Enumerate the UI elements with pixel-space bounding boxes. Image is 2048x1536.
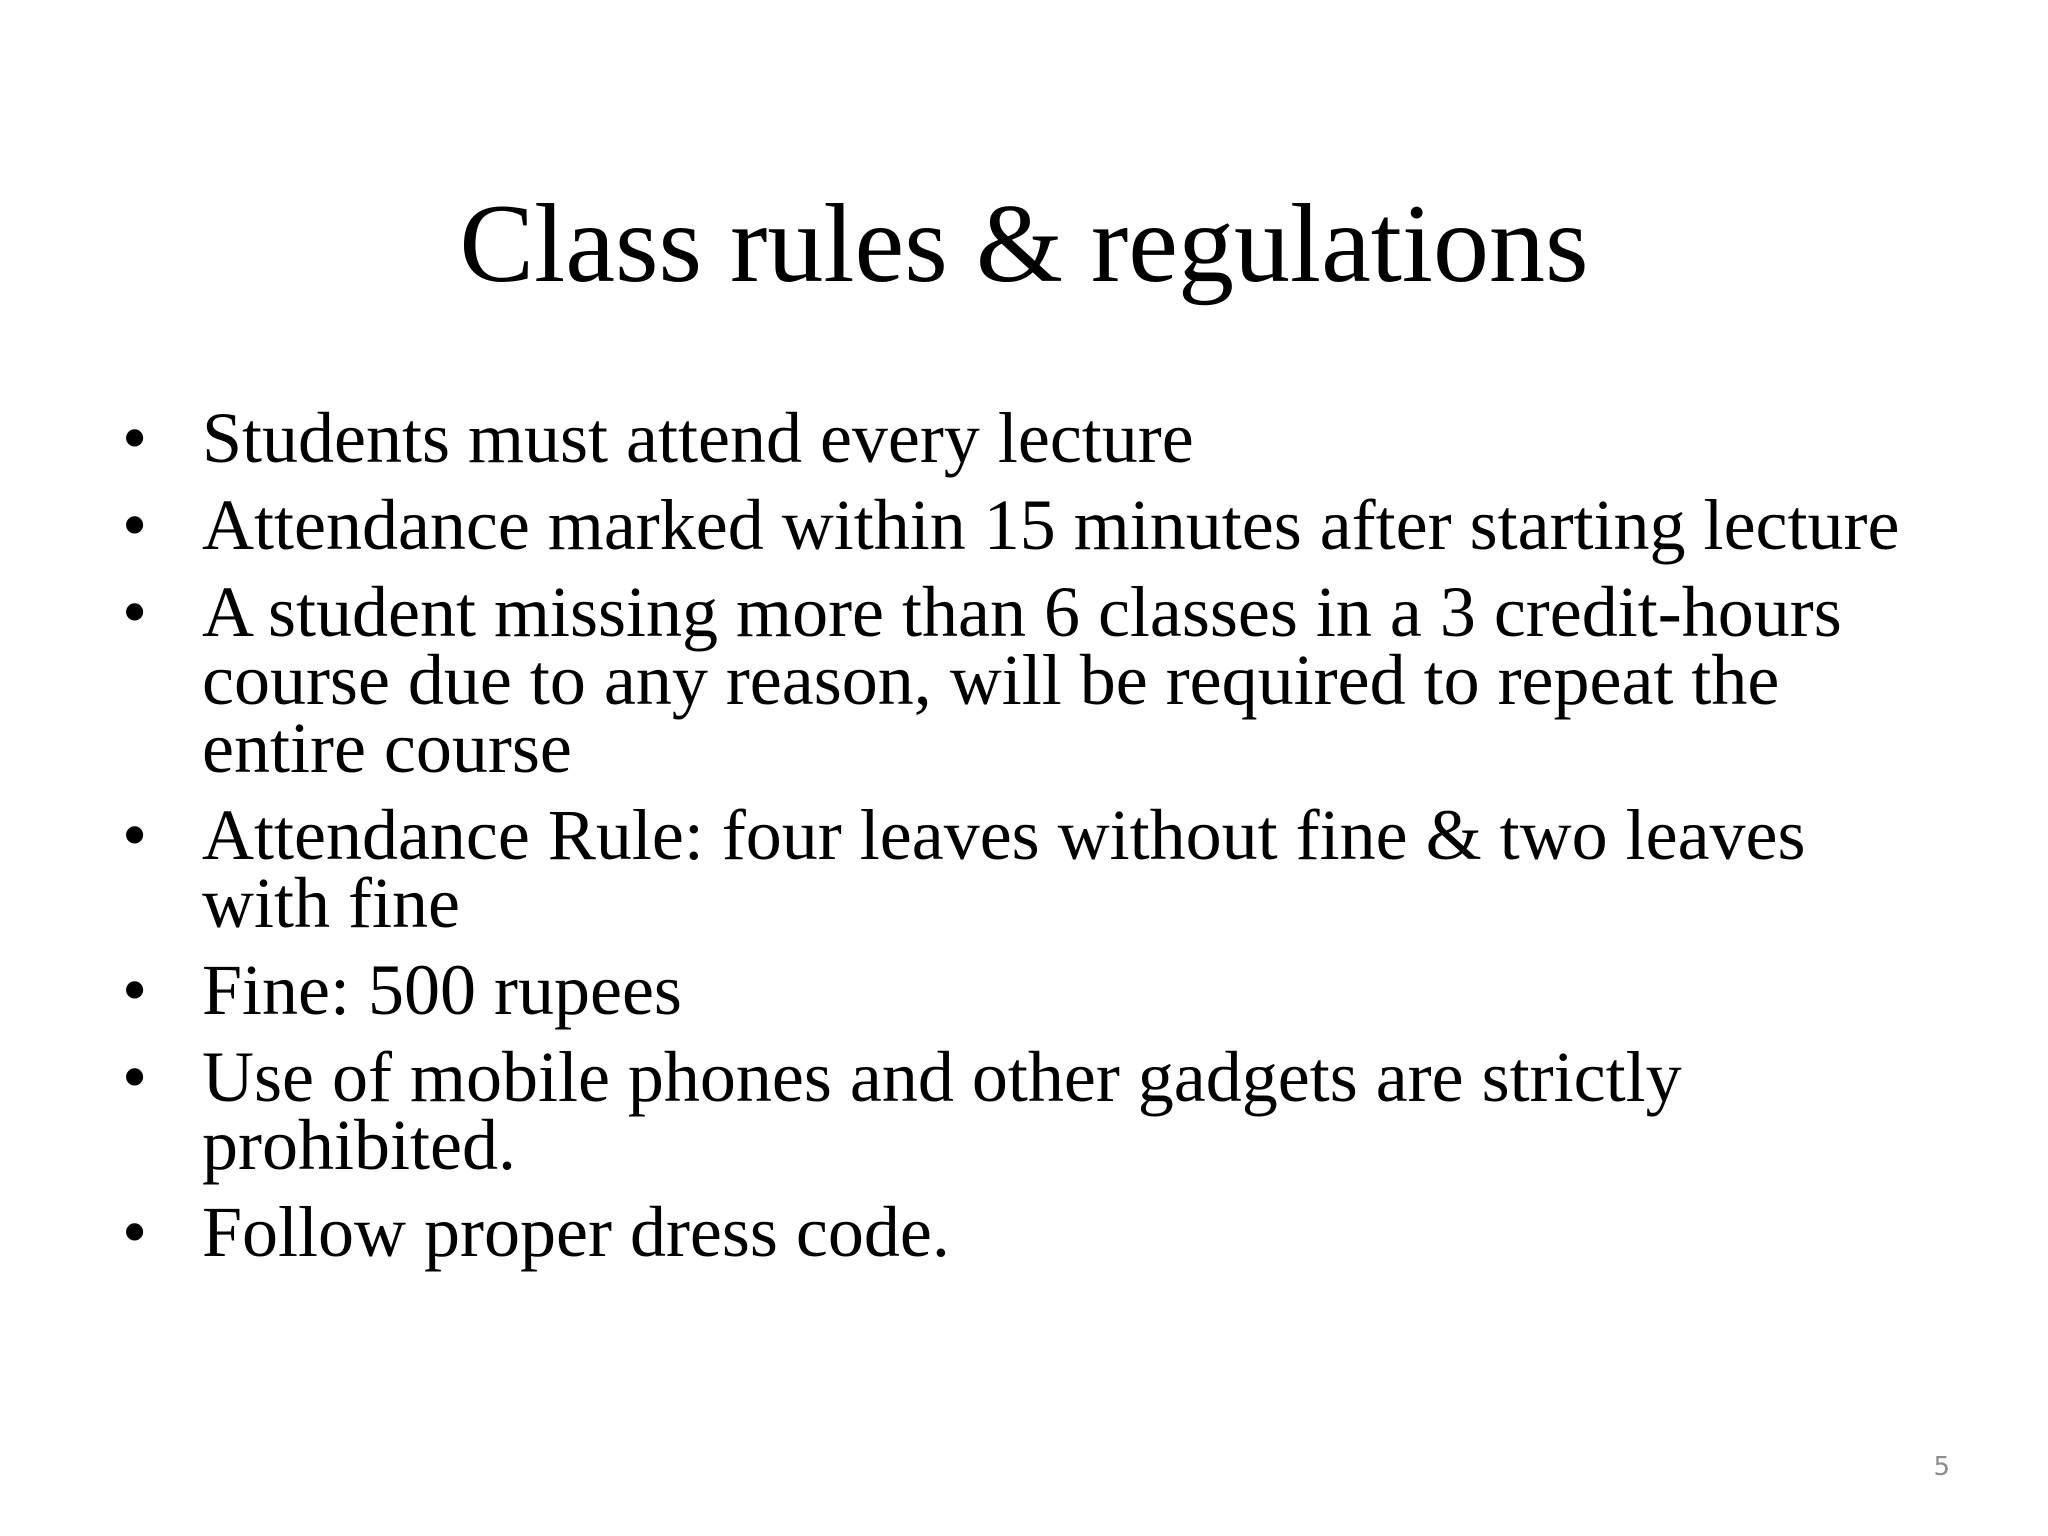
bullet-list <box>120 398 1940 1285</box>
bullet-dot-icon: • <box>122 1037 148 1117</box>
bullet-dot-icon: • <box>122 1192 148 1272</box>
bullet-dot-icon: • <box>122 572 148 652</box>
bullet-item-3 <box>120 572 1940 788</box>
bullet-dot-icon: • <box>122 795 148 875</box>
bullet-dot-icon: • <box>122 485 148 565</box>
bullet-text-6: Use of mobile phones and other gadgets are strictly prohibited. <box>202 1037 1682 1185</box>
bullet-text-4: Attendance Rule: four leaves without fine & two leaves with fine <box>202 795 1806 943</box>
slide-number: 5 <box>1933 1452 1950 1482</box>
bullet-dot-icon: • <box>122 950 148 1030</box>
bullet-dot-icon: • <box>122 398 148 478</box>
bullet-text-3: A student missing more than 6 classes in a 3 credit-hours course due to any reason, will be required to repeat the entire course <box>202 572 1842 788</box>
bullet-text-5: Fine: 500 rupees <box>202 950 682 1030</box>
slide-title: Class rules & regulations <box>459 182 1589 306</box>
bullet-item-4 <box>120 795 1940 943</box>
bullet-item-2 <box>120 485 1940 565</box>
bullet-item-6 <box>120 1037 1940 1185</box>
bullet-text-2: Attendance marked within 15 minutes after starting lecture <box>202 485 1900 565</box>
bullet-item-5 <box>120 950 1940 1030</box>
bullet-item-1 <box>120 398 1940 478</box>
bullet-text-1: Students must attend every lecture <box>202 398 1194 478</box>
bullet-text-7: Follow proper dress code. <box>202 1192 950 1272</box>
bullet-item-7 <box>120 1192 1940 1272</box>
